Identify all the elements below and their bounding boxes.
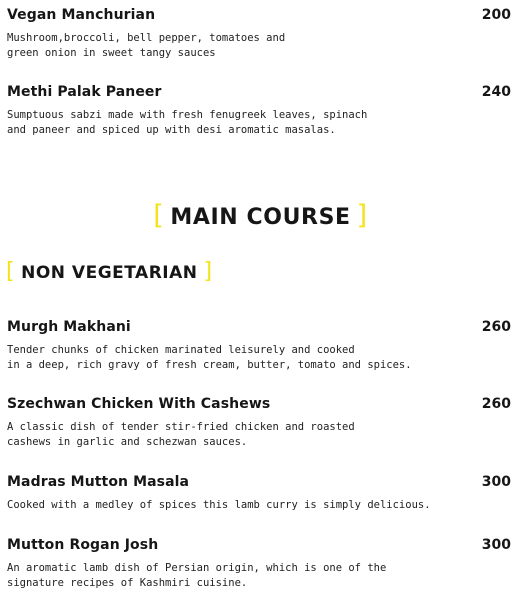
item-name: Mutton Rogan Josh: [7, 537, 159, 553]
item-description-line: green onion in sweet tangy sauces: [7, 46, 216, 59]
subsection-title: NON VEGETARIAN: [21, 263, 198, 283]
section-title: MAIN COURSE: [170, 205, 351, 230]
item-price: 300: [481, 537, 511, 553]
subsection-heading-non-vegetarian: [6, 259, 213, 284]
open-bracket: [: [6, 259, 16, 284]
item-description-line: Sumptuous sabzi made with fresh fenugreek leaves, spinach: [7, 109, 368, 121]
item-description: [7, 498, 431, 513]
close-bracket: ]: [356, 200, 368, 231]
item-price: 300: [481, 474, 511, 490]
item-description-line: An aromatic lamb dish of Persian origin, which is one of the: [7, 562, 387, 574]
item-name: Methi Palak Paneer: [7, 84, 162, 100]
open-bracket: [: [153, 200, 165, 231]
item-description: [7, 343, 412, 372]
item-description-line: signature recipes of Kashmiri cuisine.: [7, 576, 248, 589]
item-description: [7, 108, 407, 137]
item-description: [7, 31, 407, 60]
item-description-line: A classic dish of tender stir-fried chicken and roasted: [7, 421, 355, 433]
item-price: 260: [481, 396, 511, 412]
item-name: Vegan Manchurian: [7, 7, 156, 23]
item-price: 200: [481, 7, 511, 23]
item-description-line: Tender chunks of chicken marinated leisurely and cooked: [7, 344, 355, 356]
item-description-line: cashews in garlic and schezwan sauces.: [7, 435, 248, 448]
section-heading-main-course: [0, 200, 521, 231]
item-description-line: in a deep, rich gravy of fresh cream, butter, tomato and spices.: [7, 358, 412, 371]
item-description: [7, 561, 407, 590]
item-name: Szechwan Chicken With Cashews: [7, 396, 271, 412]
item-price: 240: [481, 84, 511, 100]
item-description: [7, 420, 407, 449]
item-price: 260: [481, 319, 511, 335]
item-description-line: and paneer and spiced up with desi aromatic masalas.: [7, 123, 336, 136]
item-description-line: Cooked with a medley of spices this lamb curry is simply delicious.: [7, 499, 431, 511]
close-bracket: ]: [203, 259, 213, 284]
item-name: Murgh Makhani: [7, 319, 131, 335]
item-name: Madras Mutton Masala: [7, 474, 190, 490]
item-description-line: Mushroom,broccoli, bell pepper, tomatoes and: [7, 32, 286, 44]
